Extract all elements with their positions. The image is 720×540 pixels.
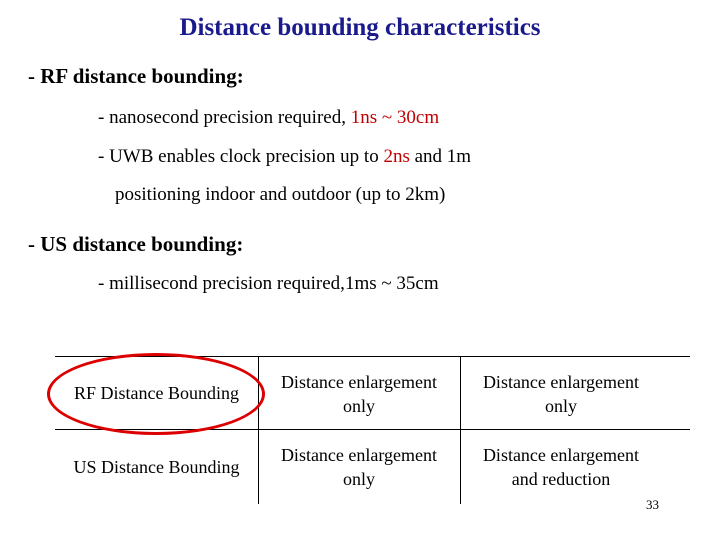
us-heading: - US distance bounding: (28, 232, 244, 256)
rf-line-3: positioning indoor and outdoor (up to 2km) (115, 184, 446, 205)
rf-line-1-value: 1ns ~ 30cm (350, 107, 440, 128)
us-line-1-value: 1ms ~ 35cm (344, 273, 439, 294)
table-row-1-col-3 (460, 368, 662, 420)
us-line-1 (98, 273, 439, 295)
table-row-2-col-2-line-2: only (342, 469, 375, 489)
table-row-1-label: RF Distance Bounding (74, 382, 239, 403)
table-row-2-col-2 (258, 441, 460, 493)
rf-line-2-text: - UWB enables clock precision up to (98, 146, 379, 167)
rf-line-1-text: - nanosecond precision required, (98, 107, 346, 128)
table-row-1-col-2-line-2: only (342, 396, 375, 416)
table-row-2-col-3 (460, 441, 662, 493)
table-row-1-col-3-line-1: Distance enlargement (482, 372, 640, 392)
table-row-1-col-3-line-2: only (544, 396, 577, 416)
us-line-1-text: - millisecond precision required, (98, 273, 345, 294)
table-row-2-label: US Distance Bounding (73, 457, 240, 477)
highlight-ellipse (47, 353, 265, 435)
page-number: 33 (646, 497, 659, 512)
rf-heading: - RF distance bounding: (28, 64, 244, 88)
rf-line-2 (98, 146, 471, 168)
table-row-1-col-2 (258, 368, 460, 420)
table-row-2-col-2-line-1: Distance enlargement (280, 445, 438, 465)
table-row-1-col-2-line-1: Distance enlargement (280, 372, 438, 392)
rf-line-2-value: 2ns (383, 146, 410, 167)
slide-title: Distance bounding characteristics (179, 14, 541, 41)
table-row-2-col-3-line-2: and reduction (511, 469, 611, 489)
rf-line-2-suffix: and 1m (414, 146, 472, 167)
rf-line-1 (98, 107, 439, 129)
table-row-2-col-3-line-1: Distance enlargement (482, 445, 640, 465)
